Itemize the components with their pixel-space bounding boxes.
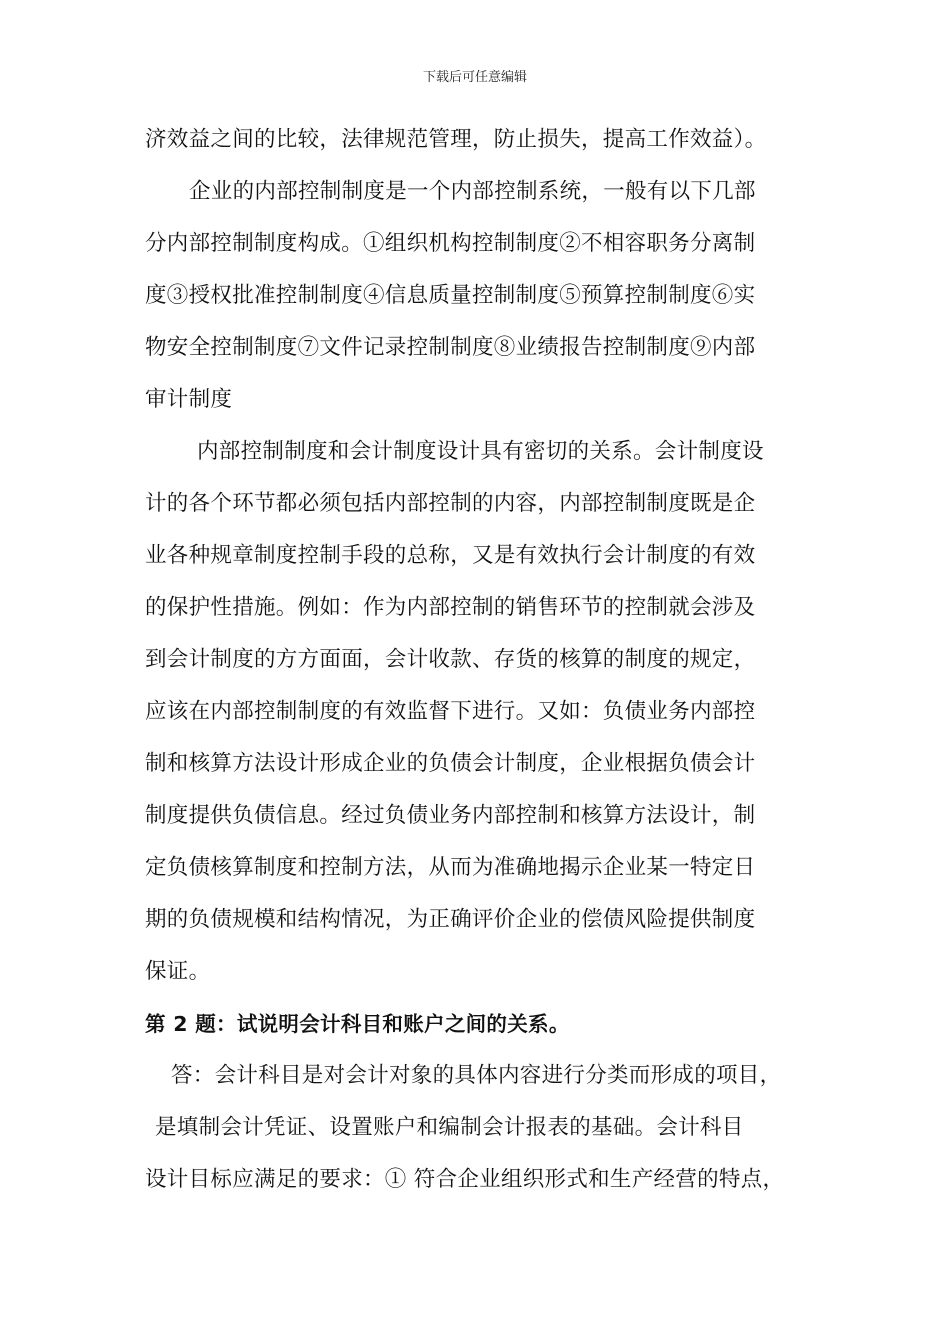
text-line: 设计目标应满足的要求：① 符合企业组织形式和生产经营的特点， xyxy=(145,1167,785,1192)
text-line: 制度提供负债信息。经过负债业务内部控制和核算方法设计，制 xyxy=(145,803,756,828)
text-line: 的保护性措施。例如：作为内部控制的销售环节的控制就会涉及 xyxy=(145,595,756,620)
text-line: 计的各个环节都必须包括内部控制的内容，内部控制制度既是企 xyxy=(145,491,756,516)
text-line: 期的负债规模和结构情况，为正确评价企业的偿债风险提供制度 xyxy=(145,907,756,932)
paragraph-start: 内部控制制度和会计制度设计具有密切的关系。会计制度设 xyxy=(197,439,764,464)
text-line: 审计制度 xyxy=(145,387,233,412)
text-line: 济效益之间的比较，法律规范管理，防止损失，提高工作效益）。 xyxy=(145,127,767,152)
answer-start: 答：会计科目是对会计对象的具体内容进行分类而形成的项目， xyxy=(171,1063,782,1088)
text-line: 业各种规章制度控制手段的总称，又是有效执行会计制度的有效 xyxy=(145,543,756,568)
text-line: 是填制会计凭证、设置账户和编制会计报表的基础。会计科目 xyxy=(155,1115,744,1140)
text-line: 制和核算方法设计形成企业的负债会计制度，企业根据负债会计 xyxy=(145,751,756,776)
page-header: 下载后可任意编辑 xyxy=(422,70,527,85)
text-line: 到会计制度的方方面面，会计收款、存货的核算的制度的规定， xyxy=(145,647,756,672)
text-line: 度③授权批准控制制度④信息质量控制制度⑤预算控制制度⑥实 xyxy=(145,283,756,308)
paragraph-start: 企业的内部控制制度是一个内部控制系统，一般有以下几部 xyxy=(189,179,756,204)
text-line: 保证。 xyxy=(145,959,211,984)
question-heading: 第 2 题：试说明会计科目和账户之间的关系。 xyxy=(145,1012,570,1036)
text-line: 分内部控制制度构成。①组织机构控制制度②不相容职务分离制 xyxy=(145,231,756,256)
text-line: 应该在内部控制制度的有效监督下进行。又如：负债业务内部控 xyxy=(145,699,756,724)
document-body xyxy=(145,114,825,1206)
text-line: 物安全控制制度⑦文件记录控制制度⑧业绩报告控制制度⑨内部 xyxy=(145,335,756,360)
text-line: 定负债核算制度和控制方法，从而为准确地揭示企业某一特定日 xyxy=(145,855,756,880)
